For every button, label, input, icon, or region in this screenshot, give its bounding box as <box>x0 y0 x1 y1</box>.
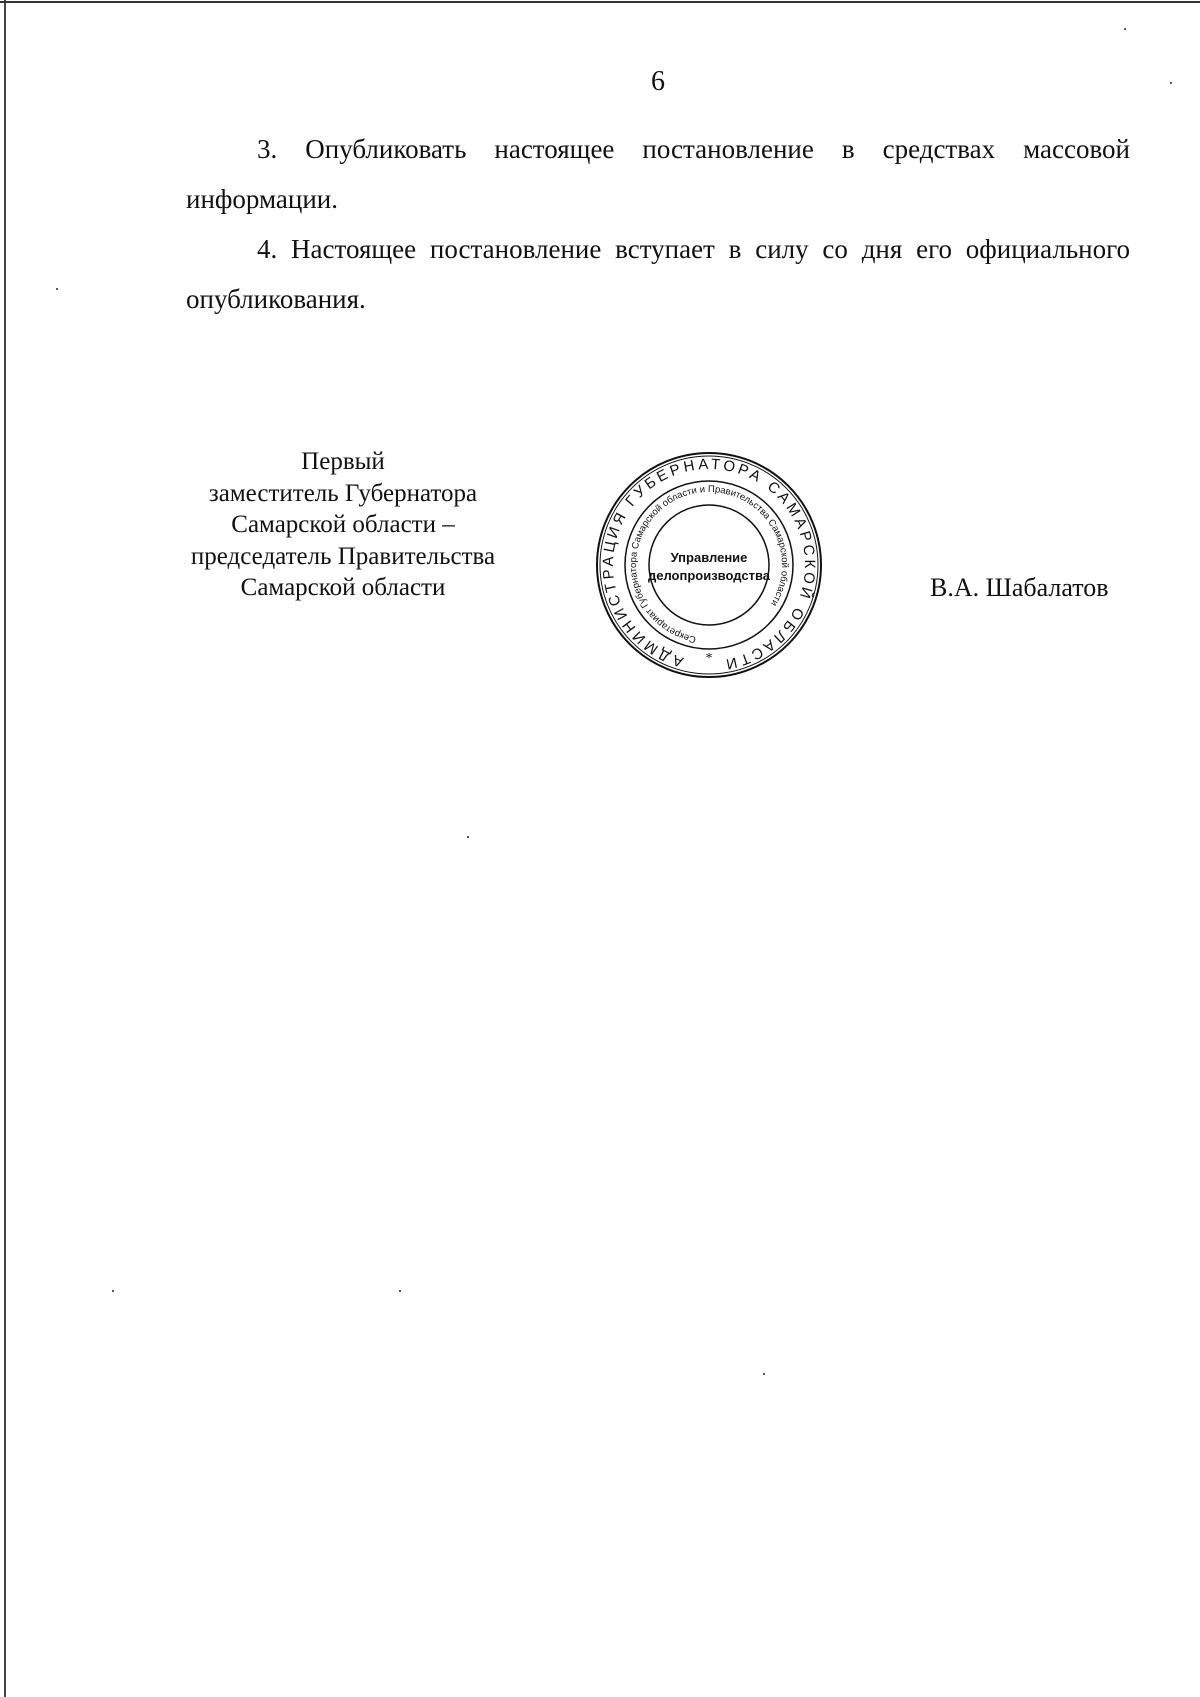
position-line: Самарской области <box>240 574 446 601</box>
stamp-star: * <box>705 651 713 666</box>
position-line: Первый <box>301 448 385 475</box>
stamp-inner-text: Секретариат Губернатора Самарской области и Правительства Самарской области <box>627 483 791 645</box>
signatory-name: В.А. Шабалатов <box>930 573 1109 602</box>
scan-speck <box>1124 28 1126 30</box>
paragraph-4-text: 4. Настоящее постановление вступает в силу со дня его официального опубликования. <box>186 234 1130 314</box>
position-line: председатель Правительства <box>190 542 496 570</box>
stamp-center-line2: делопроизводства <box>647 568 771 583</box>
scan-speck <box>763 1373 765 1375</box>
page-number: 6 <box>651 66 665 97</box>
scan-speck <box>112 1290 114 1292</box>
scan-speck <box>399 1290 401 1292</box>
scan-speck <box>1170 82 1172 84</box>
paragraph-4 <box>186 224 1130 324</box>
paragraph-3-text: 3. Опубликовать настоящее постановление в средствах массовой информации. <box>186 134 1130 214</box>
scan-left-edge <box>4 0 6 1697</box>
signatory-position <box>163 446 523 604</box>
official-seal-stamp <box>594 450 824 680</box>
scan-top-edge <box>0 1 1200 3</box>
position-line: Самарской области – <box>231 511 455 538</box>
stamp-center-line1: Управление <box>670 550 748 565</box>
paragraph-3 <box>186 124 1130 224</box>
stamp-outer-text: АДМИНИСТРАЦИЯ ГУБЕРНАТОРА САМАРСКОЙ ОБЛАСТИ <box>599 455 819 674</box>
scan-speck <box>467 836 469 838</box>
position-line: заместитель Губернатора <box>208 479 478 507</box>
scan-speck <box>56 288 58 290</box>
